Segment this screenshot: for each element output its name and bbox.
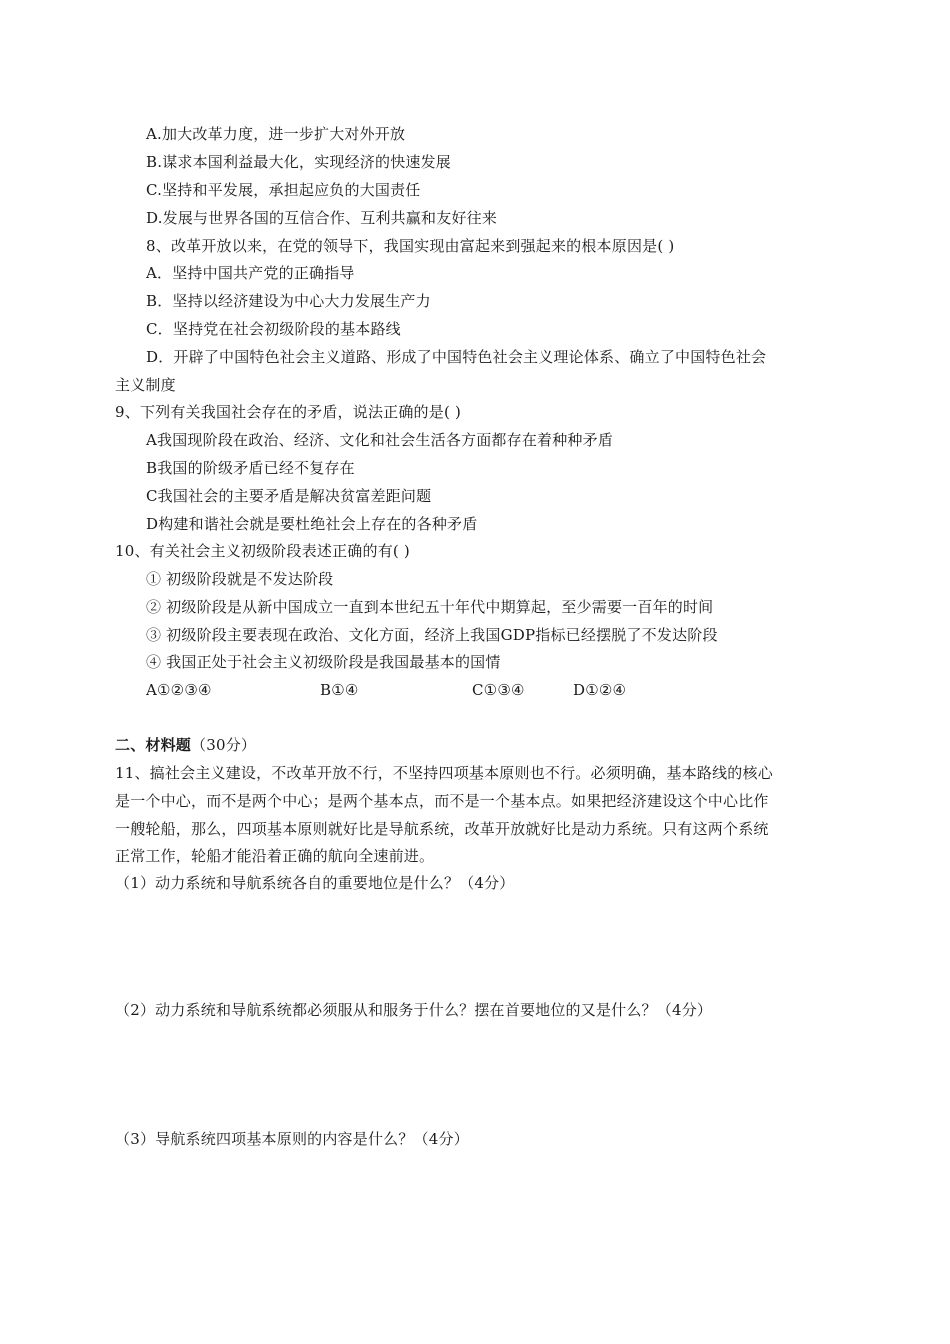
section-title: 二、材料题: [115, 736, 192, 754]
q9-option-b: B我国的阶级矛盾已经不复存在: [146, 459, 355, 477]
q10-item-2: ② 初级阶段是从新中国成立一直到本世纪五十年代中期算起，至少需要一百年的时间: [146, 598, 714, 616]
q10-choice-d: D①②④: [573, 681, 627, 699]
q11-material-line-2: 是一个中心，而不是两个中心；是两个基本点，而不是一个基本点。如果把经济建设这个中心比作: [115, 792, 769, 810]
q9-stem: 9、下列有关我国社会存在的矛盾，说法正确的是( ): [115, 403, 462, 421]
q8-option-a: A．坚持中国共产党的正确指导: [146, 264, 355, 282]
q10-choice-b: B①④: [320, 681, 359, 699]
q10-item-4: ④ 我国正处于社会主义初级阶段是我国最基本的国情: [146, 653, 501, 671]
q11-subquestion-2: （2）动力系统和导航系统都必须服从和服务于什么？摆在首要地位的又是什么？（4分）: [115, 1001, 713, 1019]
q9-option-d: D构建和谐社会就是要杜绝社会上存在的各种矛盾: [146, 515, 478, 533]
q11-material-line-3: 一艘轮船，那么，四项基本原则就好比是导航系统，改革开放就好比是动力系统。只有这两个系统: [115, 820, 769, 838]
section-score: （30分）: [191, 736, 257, 754]
q7-option-b: B.谋求本国利益最大化，实现经济的快速发展: [146, 153, 451, 171]
q11-subquestion-1: （1）动力系统和导航系统各自的重要地位是什么？（4分）: [115, 874, 515, 892]
q7-option-a: A.加大改革力度，进一步扩大对外开放: [146, 125, 406, 143]
q8-option-b: B．坚持以经济建设为中心大力发展生产力: [146, 292, 431, 310]
q10-stem: 10、有关社会主义初级阶段表述正确的有( ): [115, 542, 410, 560]
q11-subquestion-3: （3）导航系统四项基本原则的内容是什么？（4分）: [115, 1130, 469, 1148]
q10-choice-a: A①②③④: [146, 681, 212, 699]
q8-option-c: C．坚持党在社会初级阶段的基本路线: [146, 320, 401, 338]
q8-stem: 8、改革开放以来，在党的领导下，我国实现由富起来到强起来的根本原因是( ): [146, 237, 675, 255]
q8-option-d-line2: 主义制度: [115, 376, 176, 394]
q9-option-a: A我国现阶段在政治、经济、文化和社会生活各方面都存在着种种矛盾: [146, 431, 614, 449]
q10-item-3: ③ 初级阶段主要表现在政治、文化方面，经济上我国GDP指标已经摆脱了不发达阶段: [146, 626, 718, 644]
q7-option-c: C.坚持和平发展，承担起应负的大国责任: [146, 181, 421, 199]
q11-material-line-4: 正常工作，轮船才能沿着正确的航向全速前进。: [115, 847, 435, 865]
q11-material-line-1: 11、搞社会主义建设，不改革开放不行，不坚持四项基本原则也不行。必须明确，基本路线的核心: [115, 764, 773, 782]
q9-option-c: C我国社会的主要矛盾是解决贫富差距问题: [146, 487, 432, 505]
q10-choice-c: C①③④: [472, 681, 525, 699]
section-heading: [115, 735, 256, 755]
q10-item-1: ① 初级阶段就是不发达阶段: [146, 570, 334, 588]
q7-option-d: D.发展与世界各国的互信合作、互利共赢和友好往来: [146, 209, 498, 227]
q8-option-d-line1: D．开辟了中国特色社会主义道路、形成了中国特色社会主义理论体系、确立了中国特色社会: [146, 348, 767, 366]
